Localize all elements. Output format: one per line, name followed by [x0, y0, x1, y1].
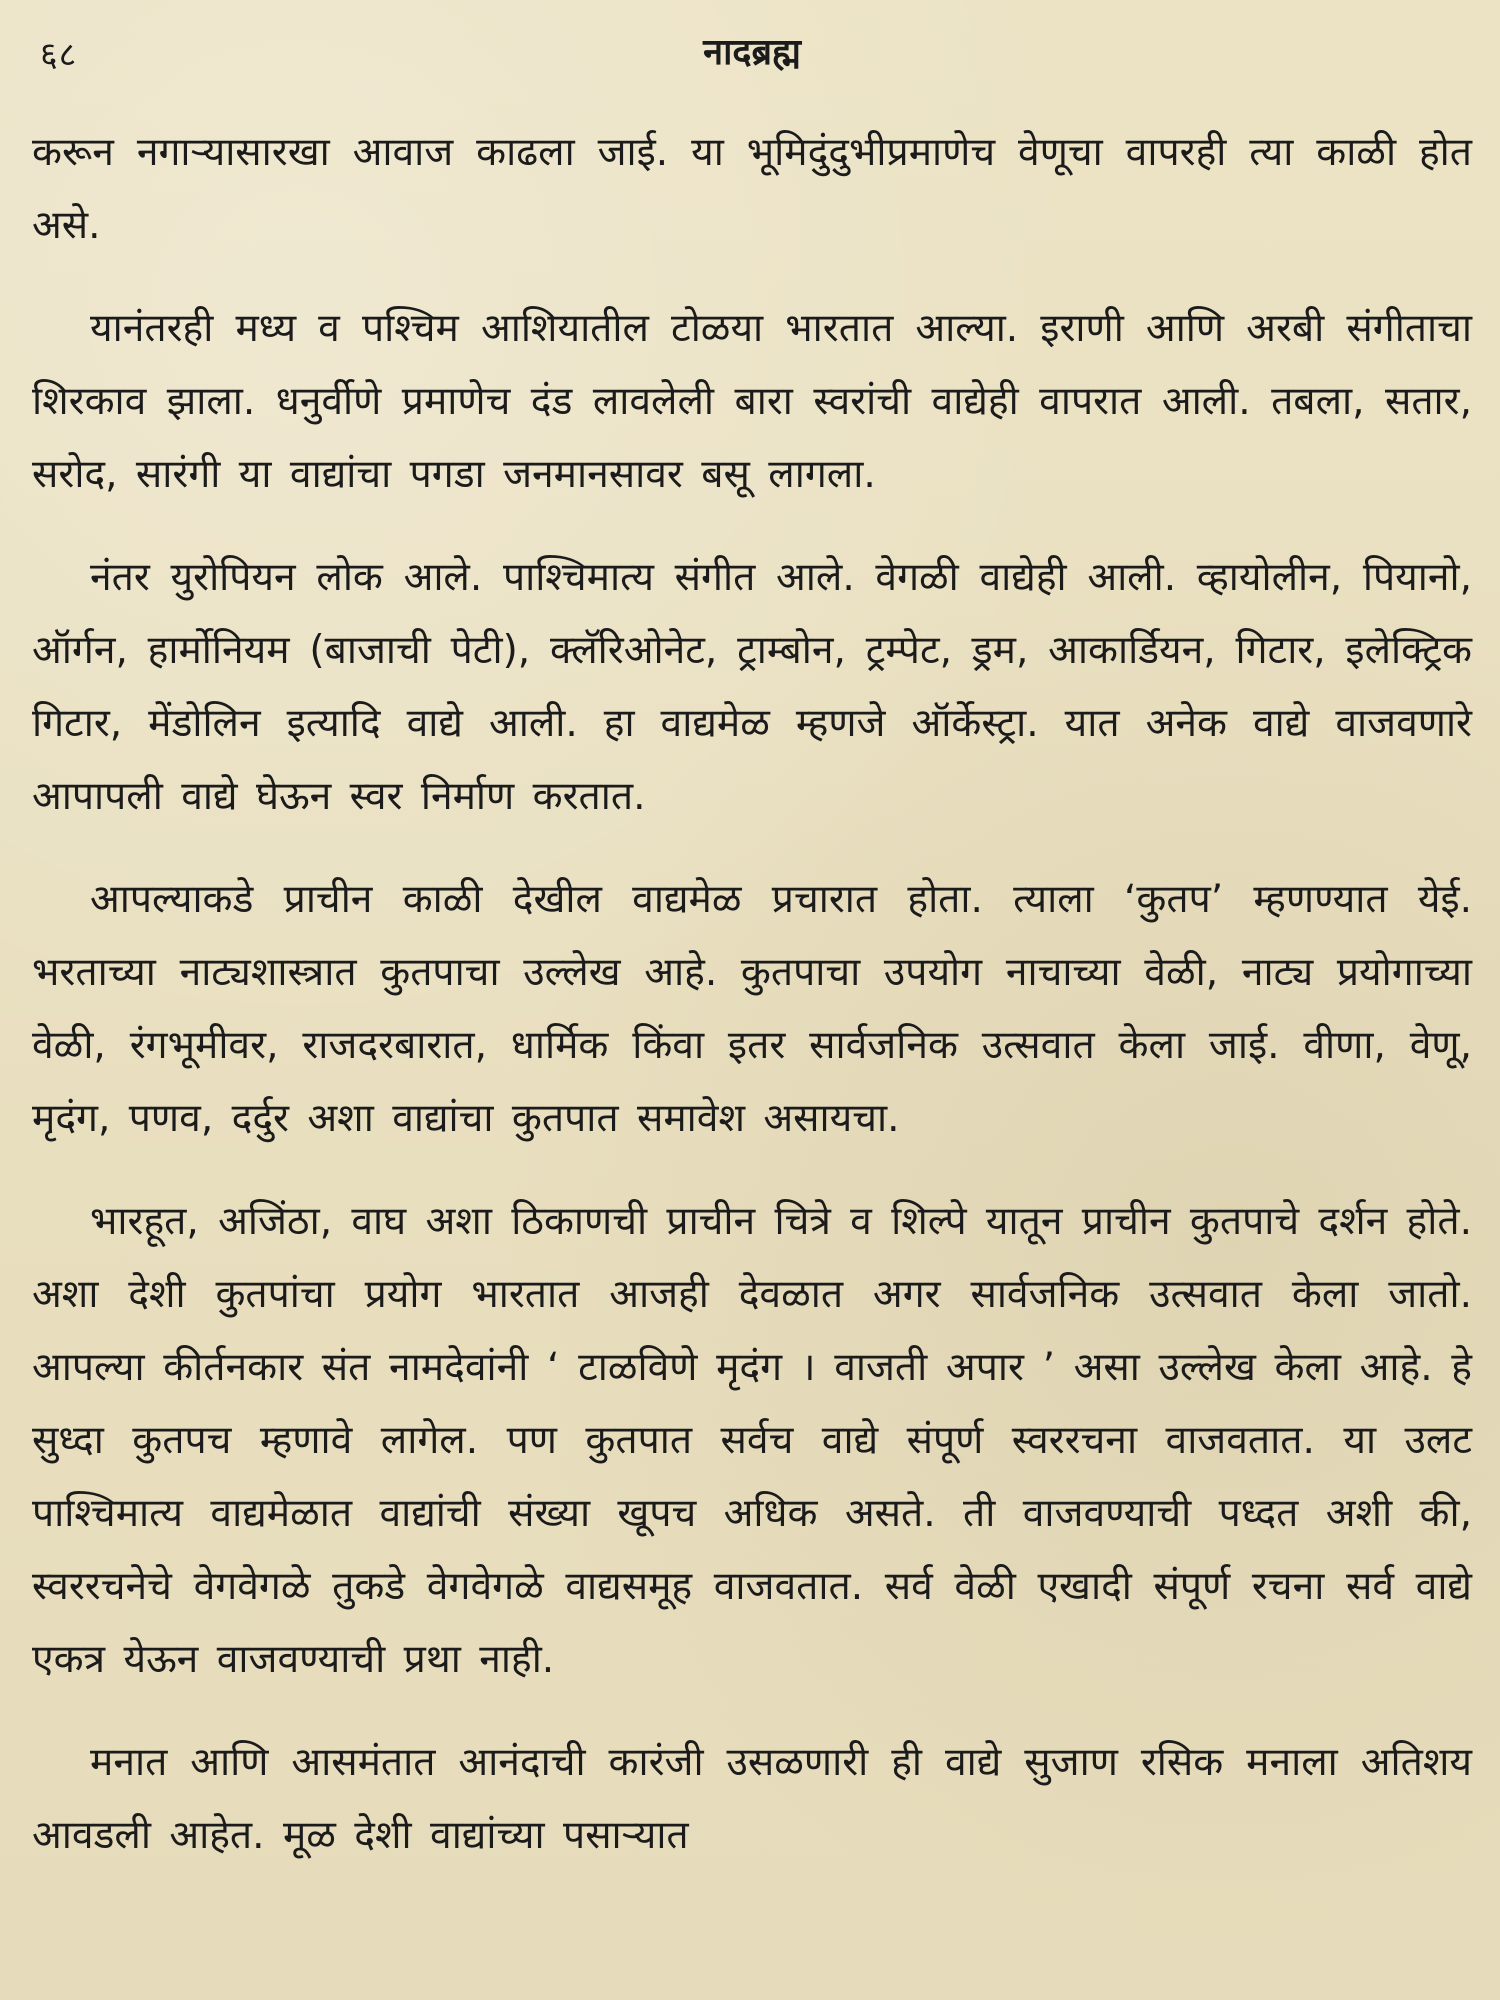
running-title: नादब्रह्म	[703, 32, 801, 73]
paragraph: यानंतरही मध्य व पश्चिम आशियातील टोळया भारतात आल्या. इराणी आणि अरबी संगीताचा शिरकाव झाला. धनुर्वीणे प्रमाणेच दंड लावलेली बारा स्वरांची वाद्येही वापरात आली. तबला, सतार, सरोद, सारंगी या वाद्यांचा पगडा जनमानसावर बसू लागला.	[32, 306, 1472, 497]
page-header	[32, 18, 1472, 88]
paragraph: नंतर युरोपियन लोक आले. पाश्चिमात्य संगीत आले. वेगळी वाद्येही आली. व्हायोलीन, पियानो, ऑर्गन, हार्मोनियम (बाजाची पेटी), क्लॅरिओनेट, ट्राम्बोन, ट्रम्पेट, ड्रम, आकार्डियन, गिटार, इलेक्ट्रिक गिटार, मेंडोलिन इत्यादि वाद्ये आली. हा वाद्यमेळ म्हणजे ऑर्केस्ट्रा. यात अनेक वाद्ये वाजवणारे आपापली वाद्ये घेऊन स्वर निर्माण करतात.	[32, 555, 1472, 819]
page-body	[32, 116, 1472, 1872]
paragraph-continuation: करून नगाऱ्यासारखा आवाज काढला जाई. या भूमिदुंदुभीप्रमाणेच वेणूचा वापरही त्या काळी होत असे.	[32, 130, 1472, 248]
paragraph: आपल्याकडे प्राचीन काळी देखील वाद्यमेळ प्रचारात होता. त्याला ‘कुतप’ म्हणण्यात येई. भरताच्या नाट्यशास्त्रात कुतपाचा उल्लेख आहे. कुतपाचा उपयोग नाचाच्या वेळी, नाट्य प्रयोगाच्या वेळी, रंगभूमीवर, राजदरबारात, धार्मिक किंवा इतर सार्वजनिक उत्सवात केला जाई. वीणा, वेणू, मृदंग, पणव, दर्दुर अशा वाद्यांचा कुतपात समावेश असायचा.	[32, 877, 1472, 1141]
page-number: ६८	[40, 35, 78, 75]
paragraph: भारहूत, अजिंठा, वाघ अशा ठिकाणची प्राचीन चित्रे व शिल्पे यातून प्राचीन कुतपाचे दर्शन होते. अशा देशी कुतपांचा प्रयोग भारतात आजही देवळात अगर सार्वजनिक उत्सवात केला जातो. आपल्या कीर्तनकार संत नामदेवांनी ‘ टाळविणे मृदंग । वाजती अपार ’ असा उल्लेख केला आहे. हे सुध्दा कुतपच म्हणावे लागेल. पण कुतपात सर्वच वाद्ये संपूर्ण स्वररचना वाजवतात. या उलट पाश्चिमात्य वाद्यमेळात वाद्यांची संख्या खूपच अधिक असते. ती वाजवण्याची पध्दत अशी की, स्वररचनेचे वेगवेगळे तुकडे वेगवेगळे वाद्यसमूह वाजवतात. सर्व वेळी एखादी संपूर्ण रचना सर्व वाद्ये एकत्र येऊन वाजवण्याची प्रथा नाही.	[32, 1199, 1472, 1682]
paragraph: मनात आणि आसमंतात आनंदाची कारंजी उसळणारी ही वाद्ये सुजाण रसिक मनाला अतिशय आवडली आहेत. मूळ देशी वाद्यांच्या पसाऱ्यात	[32, 1740, 1472, 1858]
